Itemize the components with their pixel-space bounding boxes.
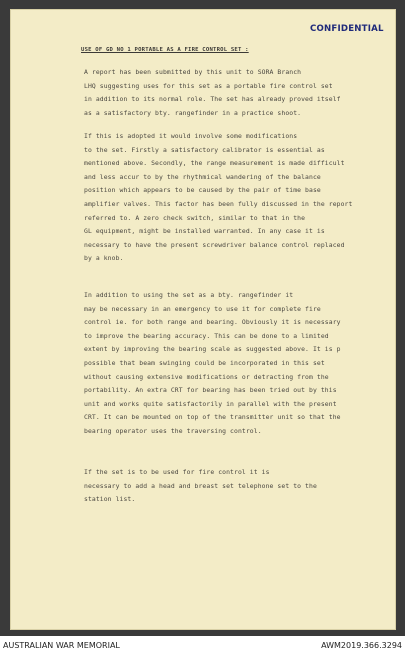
text-line: in addition to its normal role. The set has already proved itself — [84, 95, 341, 104]
text-line: without causing extensive modifications or detracting from the — [84, 372, 329, 381]
text-line: may be necessary in an emergency to use it for complete fire — [84, 304, 321, 313]
text-line: to the set. Firstly a satisfactory calibrator is essential as — [84, 145, 325, 154]
text-line: as a satisfactory bty. rangefinder in a practice shoot. — [84, 108, 302, 117]
text-line: and less accur to by the rhythmical wandering of the balance — [84, 172, 321, 181]
text-line: position which appears to be caused by the pair of time base — [84, 186, 321, 195]
text-line: necessary to add a head and breast set telephone set to the — [84, 481, 317, 490]
text-line: amplifier valves. This factor has been fully discussed in the report — [84, 199, 353, 208]
text-line: unit and works quite satisfactorily in parallel with the present — [84, 399, 337, 408]
paragraph-1 — [84, 66, 390, 120]
text-line: If this is adopted it would involve some modifications — [84, 132, 298, 140]
text-line: bearing operator uses the traversing control. — [84, 426, 262, 435]
text-line: mentioned above. Secondly, the range measurement is made difficult — [84, 159, 345, 168]
text-line: extent by improving the bearing scale as suggested above. It is p — [84, 345, 341, 354]
text-line: to improve the bearing accuracy. This can be done to a limited — [84, 331, 329, 340]
text-line: necessary to have the present screwdriver balance control replaced — [84, 240, 345, 249]
archive-reference: AWM2019.366.3294 — [321, 641, 402, 650]
confidential-stamp: CONFIDENTIAL — [310, 24, 384, 34]
text-line: GL equipment, might be installed warranted. In any case it is — [84, 227, 325, 236]
text-line: by a knob. — [84, 254, 124, 263]
text-line: If the set is to be used for fire control it is — [84, 468, 270, 476]
text-line: LHQ suggesting uses for this set as a portable fire control set — [84, 81, 333, 90]
text-line: A report has been submitted by this unit to SORA Branch — [84, 68, 302, 76]
paragraph-4 — [84, 466, 390, 507]
archive-footer — [0, 636, 405, 653]
text-line: CRT. It can be mounted on top of the transmitter unit so that the — [84, 413, 341, 422]
text-line: possible that beam swinging could be incorporated in this set — [84, 358, 325, 367]
document-heading: USE OF GD NO 1 PORTABLE AS A FIRE CONTROL SET : — [81, 47, 249, 53]
text-line: station list. — [84, 495, 136, 504]
text-line: portability. An extra CRT for bearing has been tried out by this — [84, 386, 337, 395]
text-line: control ie. for both range and bearing. Obviously it is necessary — [84, 318, 341, 327]
paragraph-3 — [84, 289, 390, 439]
archive-name: AUSTRALIAN WAR MEMORIAL — [3, 641, 120, 650]
text-line: In addition to using the set as a bty. rangefinder it — [84, 291, 294, 299]
text-line: referred to. A zero check switch, similar to that in the — [84, 213, 306, 222]
paragraph-2 — [84, 130, 390, 266]
